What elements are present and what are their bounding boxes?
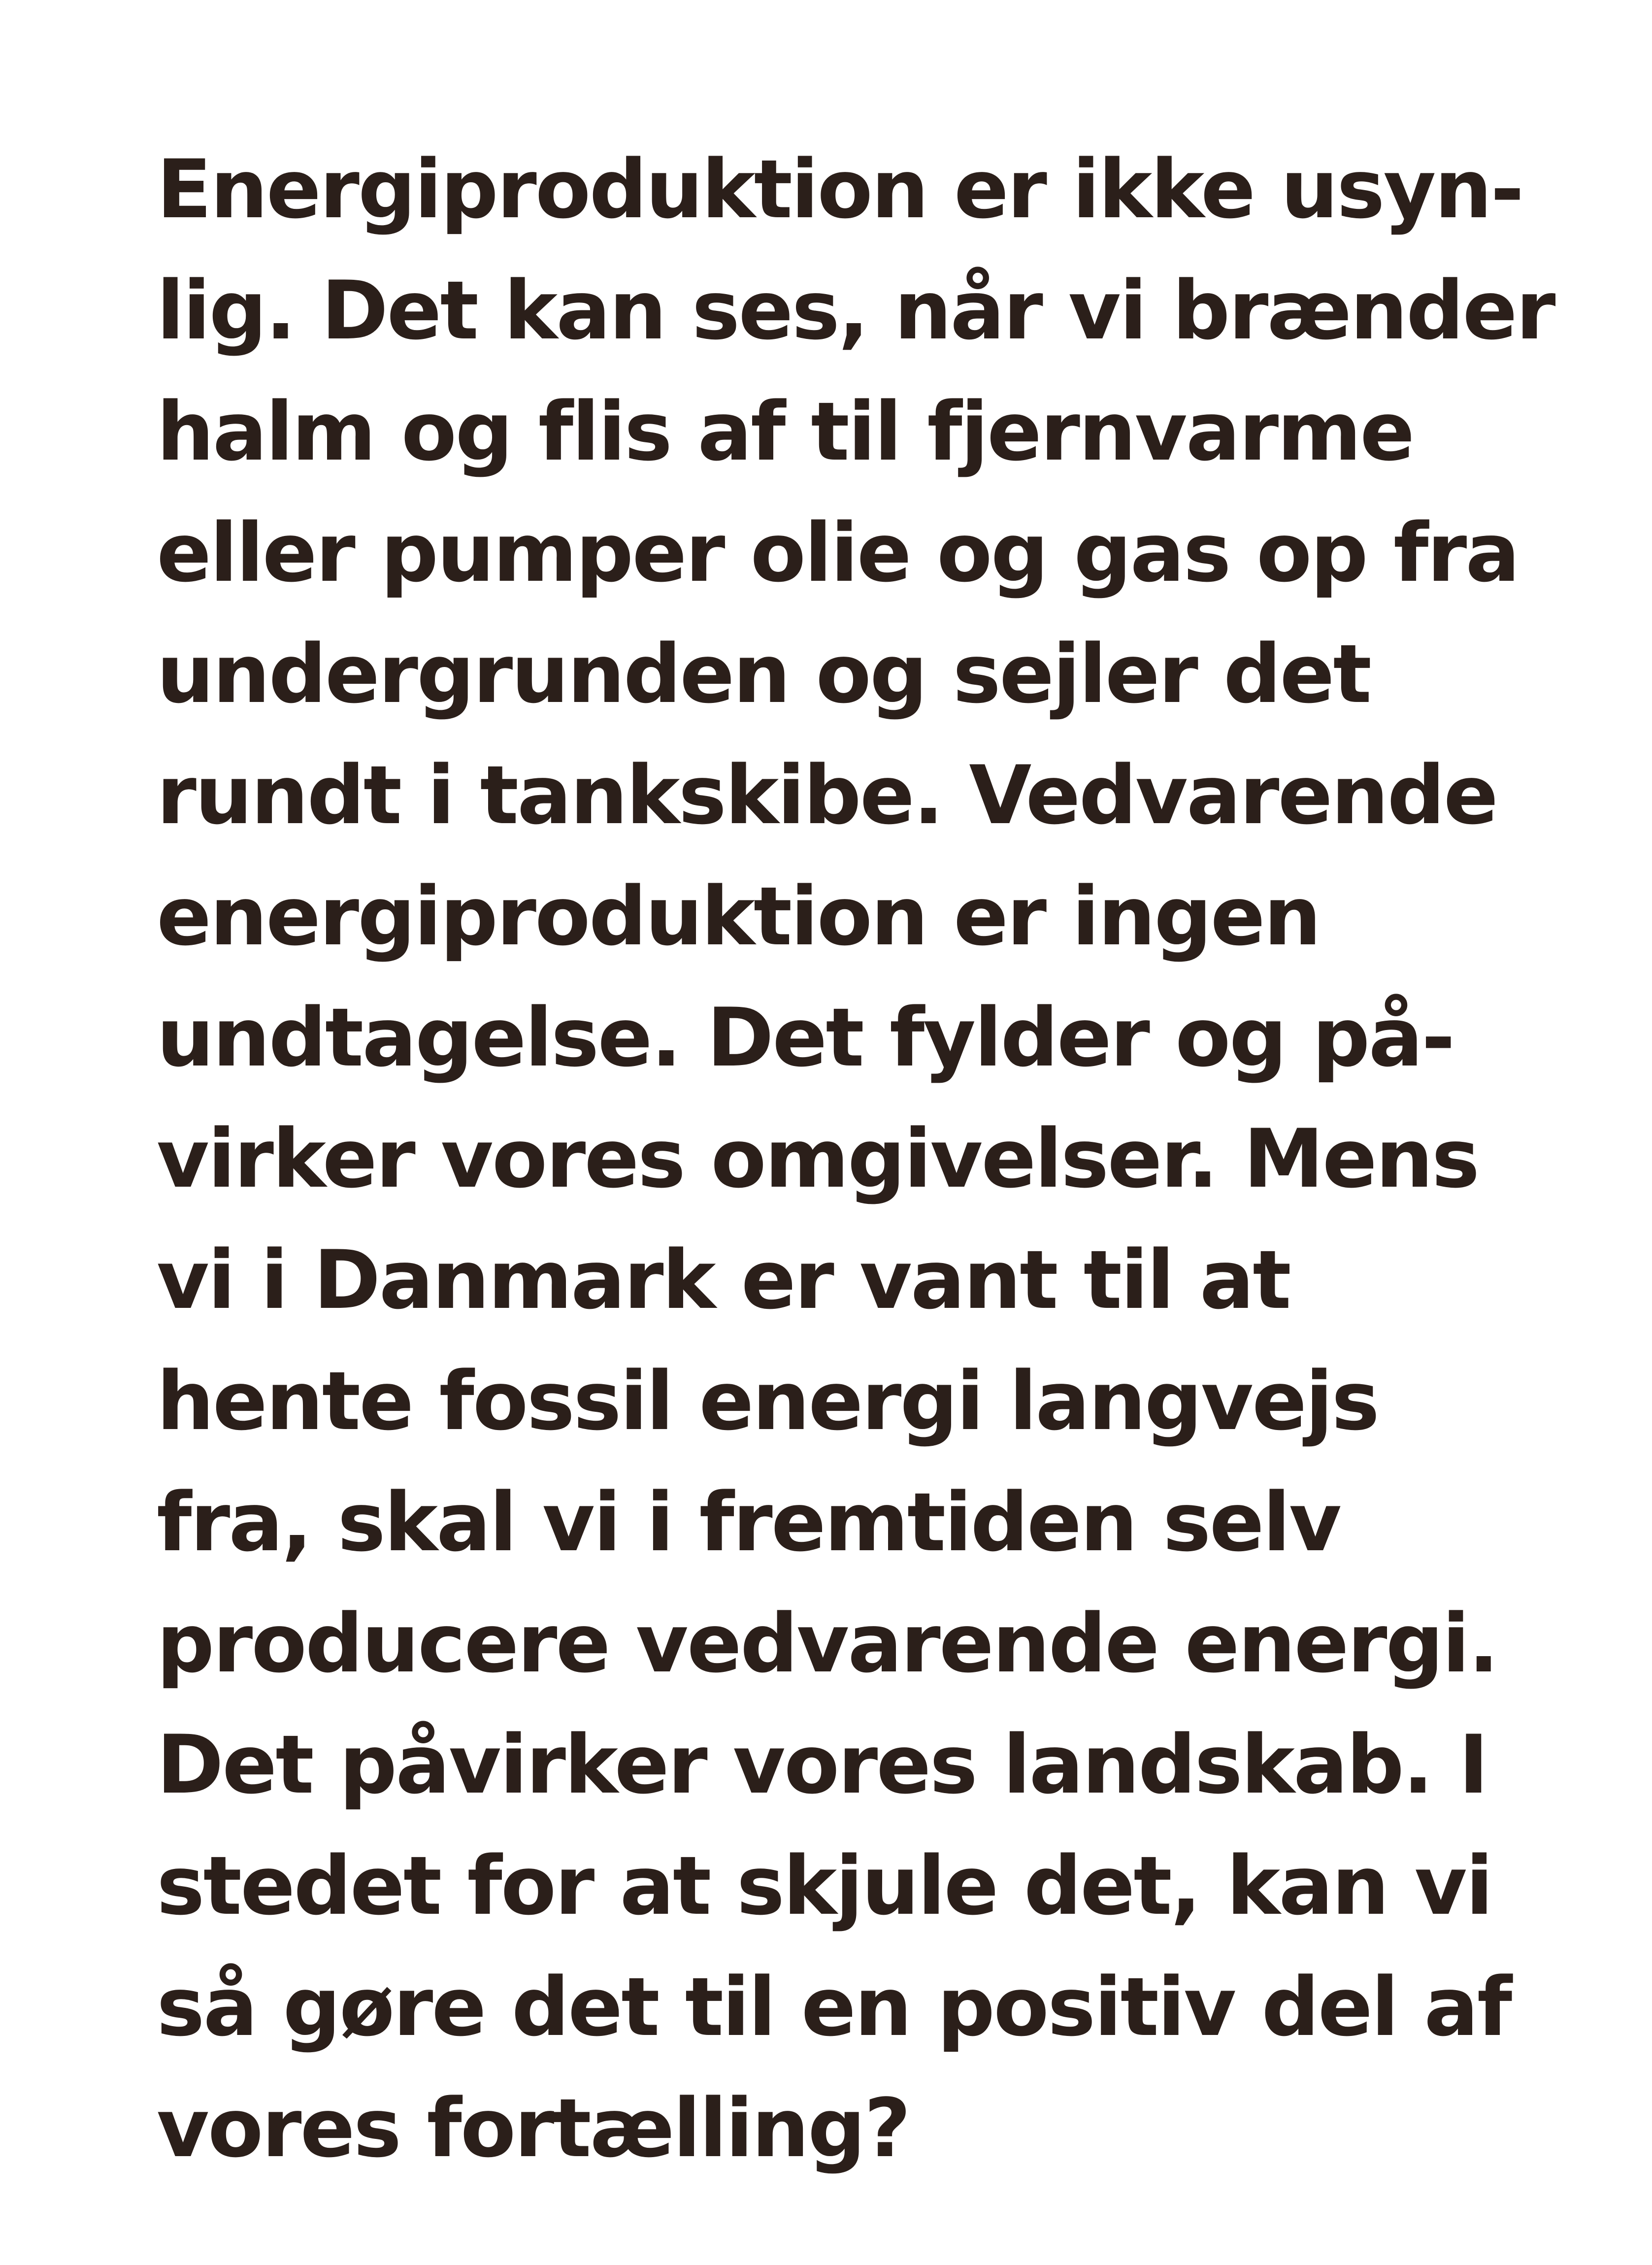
paragraph-line: undergrunden og sejler det xyxy=(157,627,1370,721)
paragraph-line: virker vores omgivelser. Mens xyxy=(157,1112,1479,1206)
paragraph-line: hente fossil energi langvejs xyxy=(157,1354,1379,1448)
paragraph-line: fra, skal vi i fremtiden selv xyxy=(157,1475,1340,1569)
paragraph-line: vi i Danmark er vant til at xyxy=(157,1233,1290,1327)
paragraph-line: undtagelse. Det fylder og på- xyxy=(157,991,1454,1085)
paragraph-line: Det påvirker vores landskab. I xyxy=(157,1718,1487,1812)
paragraph-line: stedet for at skjule det, kan vi xyxy=(157,1839,1492,1933)
paragraph-line: rundt i tankskibe. Vedvarende xyxy=(157,748,1497,842)
paragraph-line: så gøre det til en positiv del af xyxy=(157,1960,1511,2054)
paragraph-line: halm og flis af til fjernvarme xyxy=(157,385,1414,479)
paragraph-line: energiproduktion er ingen xyxy=(157,869,1320,964)
paragraph-line: eller pumper olie og gas op fra xyxy=(157,506,1519,600)
paragraph-line: lig. Det kan ses, når vi brænder xyxy=(157,264,1554,358)
paragraph-line: Energiproduktion er ikke usyn- xyxy=(157,142,1523,236)
paragraph-line: vores fortælling? xyxy=(157,2081,910,2175)
body-paragraph xyxy=(157,129,1585,2189)
paragraph-line: producere vedvarende energi. xyxy=(157,1597,1498,1691)
